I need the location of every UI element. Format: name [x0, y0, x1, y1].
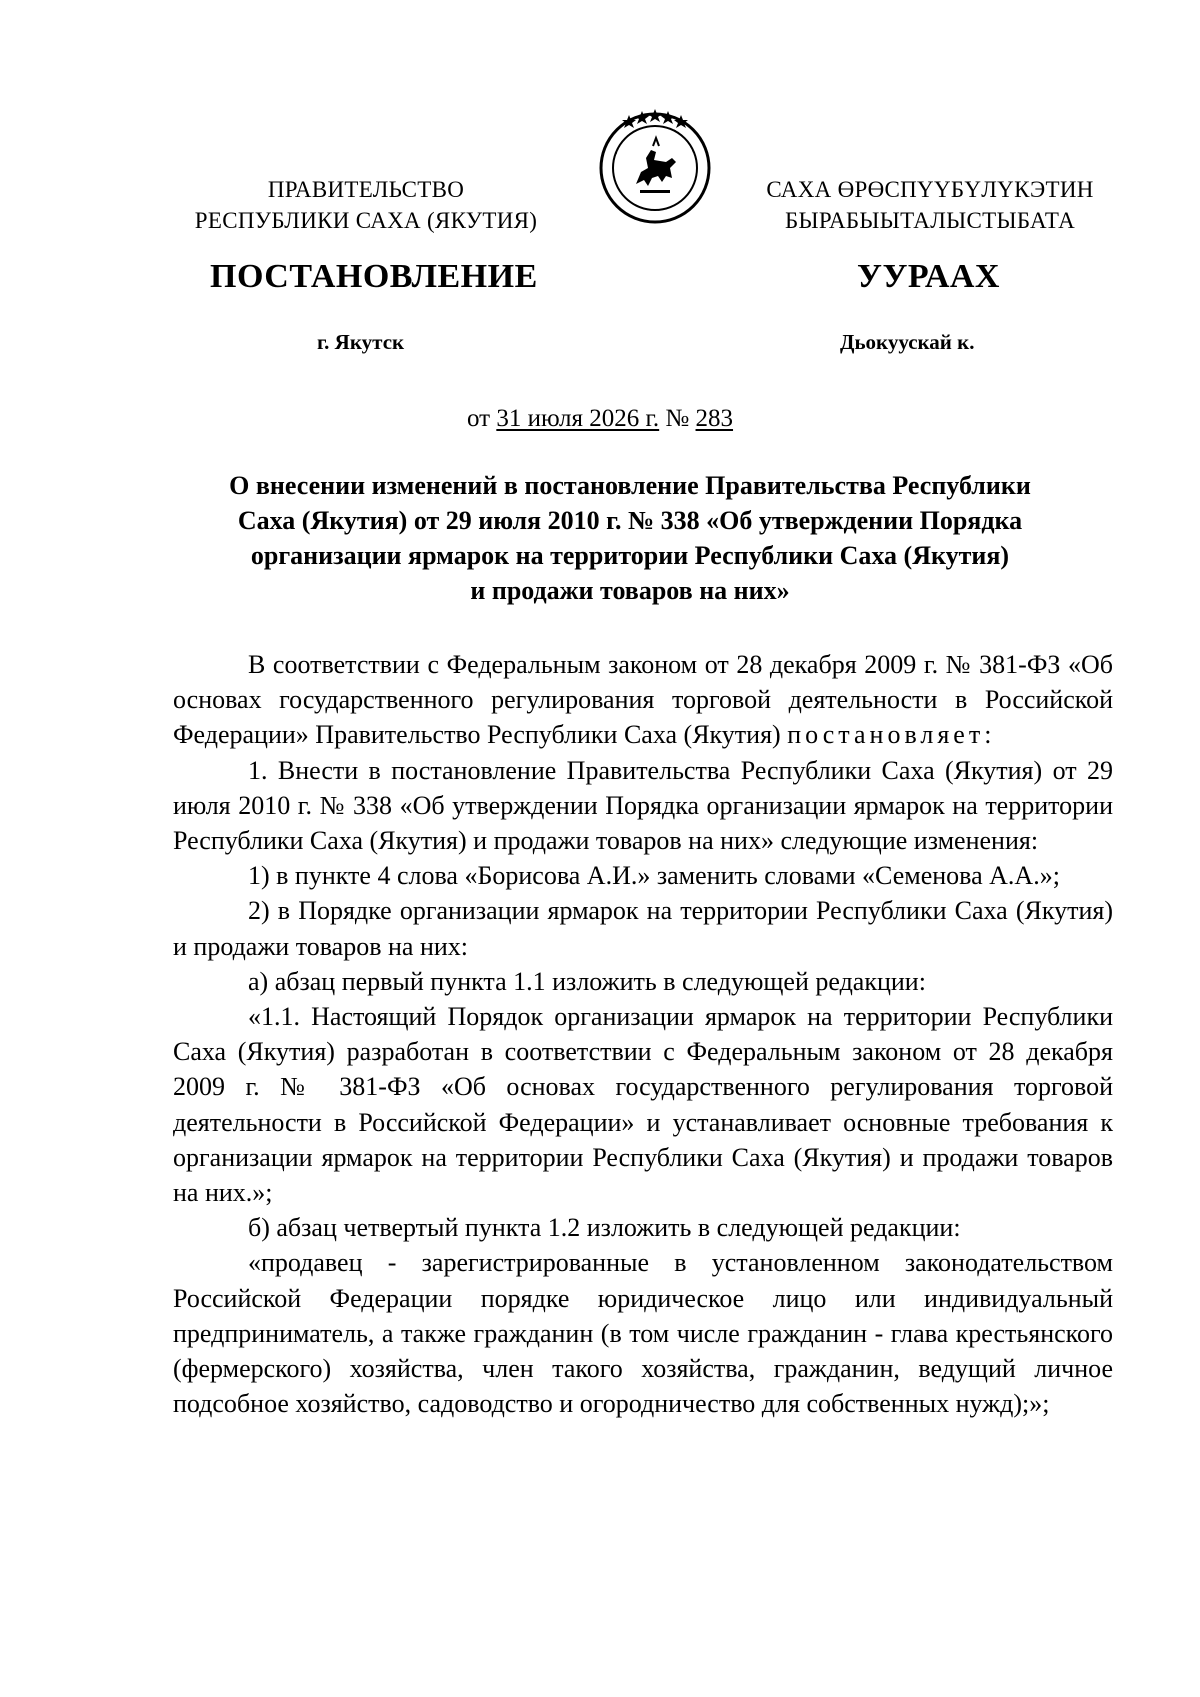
city-ru: г. Якутск [317, 330, 405, 354]
paragraph-subitem-1: 1) в пункте 4 слова «Борисова А.И.» заменить словами «Семенова А.А.»; [248, 861, 1060, 891]
decree-subject [170, 468, 1090, 608]
paragraph-preamble [173, 647, 1113, 753]
decree-title-sah: УУРААХ [857, 258, 1000, 295]
header-left [180, 174, 552, 236]
header-right-line1: САХА ӨРӨСПҮҮБҮЛҮКЭТИН [766, 177, 1094, 202]
paragraph-subitem-2: 2) в Порядке организации ярмарок на территории Республики Саха (Якутия) и продажи товаров на них: [173, 896, 1113, 961]
coat-of-arms-icon [596, 106, 714, 224]
subject-line: О внесении изменений в постановление Правительства Республики [229, 471, 1031, 500]
number-sign: № [665, 405, 690, 432]
date-prefix: от [466, 405, 491, 432]
header-left-line2: РЕСПУБЛИКИ САХА (ЯКУТИЯ) [194, 208, 538, 233]
decree-body [173, 647, 1113, 1421]
paragraph-item-1: 1. Внести в постановление Правительства Республики Саха (Якутия) от 29 июля 2010 г. № 338 «Об утверждении Порядка организации ярмарок на территории Республики Саха (Якутия) и продажи товаров на них» следующие изменения: [173, 755, 1113, 856]
header-right-line2: БЫРАБЫЫТАЛЫСТЫБАТА [784, 208, 1076, 233]
date-line [0, 405, 1200, 433]
subject-line: Саха (Якутия) от 29 июля 2010 г. № 338 «Об утверждении Порядка [237, 506, 1023, 535]
subject-line: организации ярмарок на территории Республики Саха (Якутия) [250, 541, 1010, 570]
paragraph-quote-1-1: «1.1. Настоящий Порядок организации ярмарок на территории Республики Саха (Якутия) разработан в соответствии с Федеральным законом от 28 декабря 2009 г. № 381-ФЗ «Об основах государственного регулирования торговой деятельности в Российской Федерации» и устанавливает основные требования к организации ярмарок на территории Республики Саха (Якутия) и продажи товаров на них.»; [173, 1002, 1113, 1208]
header-left-line1: ПРАВИТЕЛЬСТВО [267, 177, 465, 202]
decree-title-ru: ПОСТАНОВЛЕНИЕ [210, 258, 538, 295]
paragraph-point-a: а) абзац первый пункта 1.1 изложить в следующей редакции: [248, 966, 926, 996]
paragraph-point-b: б) абзац четвертый пункта 1.2 изложить в следующей редакции: [248, 1213, 961, 1243]
decree-date: 31 июля 2026 г. [496, 405, 660, 432]
header-right [745, 174, 1115, 236]
paragraph-quote-seller: «продавец - зарегистрированные в установленном законодательством Российской Федерации порядке юридическое лицо или индивидуальный предприниматель, а также гражданин (в том числе гражданин - глава крестьянского (фермерского) хозяйства, член такого хозяйства, гражданин, ведущий личное подсобное хозяйство, садоводство и огородничество для собственных нужд);»; [173, 1248, 1113, 1419]
subject-line: и продажи товаров на них» [470, 576, 790, 605]
city-sah: Дьокуускай к. [840, 330, 975, 354]
decree-number: 283 [695, 405, 734, 432]
preamble-keyword: постановляет: [787, 720, 996, 750]
preamble-text: В соответствии с Федеральным законом от 28 декабря 2009 г. № 381-ФЗ «Об основах государственного регулирования торговой деятельности в Российской Федерации» Правительство Республики Саха (Якутия) [173, 650, 1113, 750]
